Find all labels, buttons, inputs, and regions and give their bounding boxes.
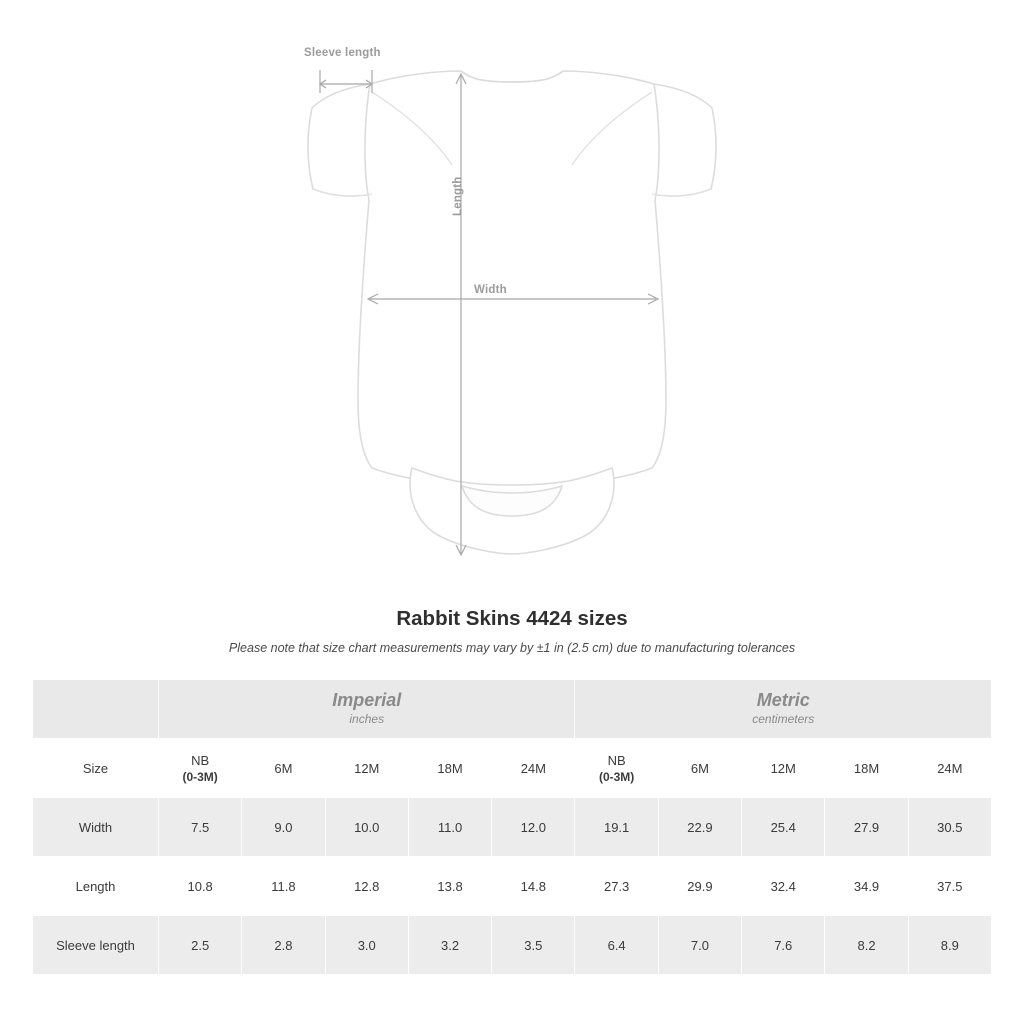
- cell-width-nb-in: 7.5: [159, 798, 242, 857]
- cell-length-nb-in: 10.8: [159, 857, 242, 916]
- cell-width-12m-in: 10.0: [325, 798, 408, 857]
- row-label-length: Length: [33, 857, 159, 916]
- size-header-nb-imperial: [159, 739, 242, 798]
- length-dimension-label: Length: [452, 176, 464, 216]
- size-header-row: [33, 739, 992, 798]
- cell-sleeve-24m-in: 3.5: [492, 916, 575, 975]
- size-header-label: Size: [33, 739, 159, 798]
- cell-sleeve-12m-cm: 7.6: [742, 916, 825, 975]
- size-header-6m-imperial: 6M: [242, 739, 325, 798]
- size-header-12m-metric: 12M: [742, 739, 825, 798]
- unit-sub-imperial: inches: [349, 711, 385, 726]
- cell-width-18m-cm: 27.9: [825, 798, 908, 857]
- unit-header-spacer: [33, 680, 159, 739]
- size-chart-table: [32, 679, 992, 975]
- unit-header-row: [33, 680, 992, 739]
- unit-header-imperial: [159, 680, 575, 739]
- cell-length-18m-cm: 34.9: [825, 857, 908, 916]
- cell-length-12m-in: 12.8: [325, 857, 408, 916]
- size-header-24m-metric: 24M: [908, 739, 991, 798]
- width-dimension-label: Width: [474, 284, 507, 296]
- cell-sleeve-nb-cm: 6.4: [575, 916, 658, 975]
- cell-length-nb-cm: 27.3: [575, 857, 658, 916]
- cell-sleeve-18m-in: 3.2: [408, 916, 491, 975]
- size-header-sub: (0-3M): [182, 769, 218, 784]
- size-header-18m-imperial: 18M: [408, 739, 491, 798]
- title-block: [0, 607, 1024, 655]
- cell-sleeve-6m-in: 2.8: [242, 916, 325, 975]
- unit-header-metric: [575, 680, 992, 739]
- cell-width-6m-in: 9.0: [242, 798, 325, 857]
- cell-width-24m-cm: 30.5: [908, 798, 991, 857]
- cell-length-24m-cm: 37.5: [908, 857, 991, 916]
- size-header-main: NB: [191, 752, 210, 768]
- tolerance-note: Please note that size chart measurements may vary by ±1 in (2.5 cm) due to manufacturing tolerances: [228, 641, 796, 655]
- cell-width-18m-in: 11.0: [408, 798, 491, 857]
- row-label-sleeve-length: Sleeve length: [33, 916, 159, 975]
- sleeve-length-dimension-label: Sleeve length: [304, 47, 381, 59]
- cell-sleeve-12m-in: 3.0: [325, 916, 408, 975]
- unit-name-imperial: Imperial: [332, 690, 402, 711]
- size-header-nb-metric: [575, 739, 658, 798]
- cell-length-6m-cm: 29.9: [658, 857, 741, 916]
- table-row: [33, 798, 992, 857]
- size-header-main: NB: [607, 752, 626, 768]
- size-header-12m-imperial: 12M: [325, 739, 408, 798]
- cell-width-6m-cm: 22.9: [658, 798, 741, 857]
- cell-length-6m-in: 11.8: [242, 857, 325, 916]
- cell-width-24m-in: 12.0: [492, 798, 575, 857]
- unit-sub-metric: centimeters: [752, 711, 815, 726]
- table-row: [33, 916, 992, 975]
- size-header-18m-metric: 18M: [825, 739, 908, 798]
- unit-name-metric: Metric: [756, 690, 810, 711]
- cell-length-12m-cm: 32.4: [742, 857, 825, 916]
- cell-sleeve-18m-cm: 8.2: [825, 916, 908, 975]
- row-label-width: Width: [33, 798, 159, 857]
- size-header-sub: (0-3M): [598, 769, 635, 784]
- cell-length-24m-in: 14.8: [492, 857, 575, 916]
- cell-sleeve-24m-cm: 8.9: [908, 916, 991, 975]
- size-chart-table-wrap: [32, 679, 992, 975]
- cell-sleeve-6m-cm: 7.0: [658, 916, 741, 975]
- page-title: Rabbit Skins 4424 sizes: [396, 607, 628, 630]
- cell-width-nb-cm: 19.1: [575, 798, 658, 857]
- size-header-6m-metric: 6M: [658, 739, 741, 798]
- table-row: [33, 857, 992, 916]
- size-header-24m-imperial: 24M: [492, 739, 575, 798]
- cell-sleeve-nb-in: 2.5: [159, 916, 242, 975]
- cell-width-12m-cm: 25.4: [742, 798, 825, 857]
- cell-length-18m-in: 13.8: [408, 857, 491, 916]
